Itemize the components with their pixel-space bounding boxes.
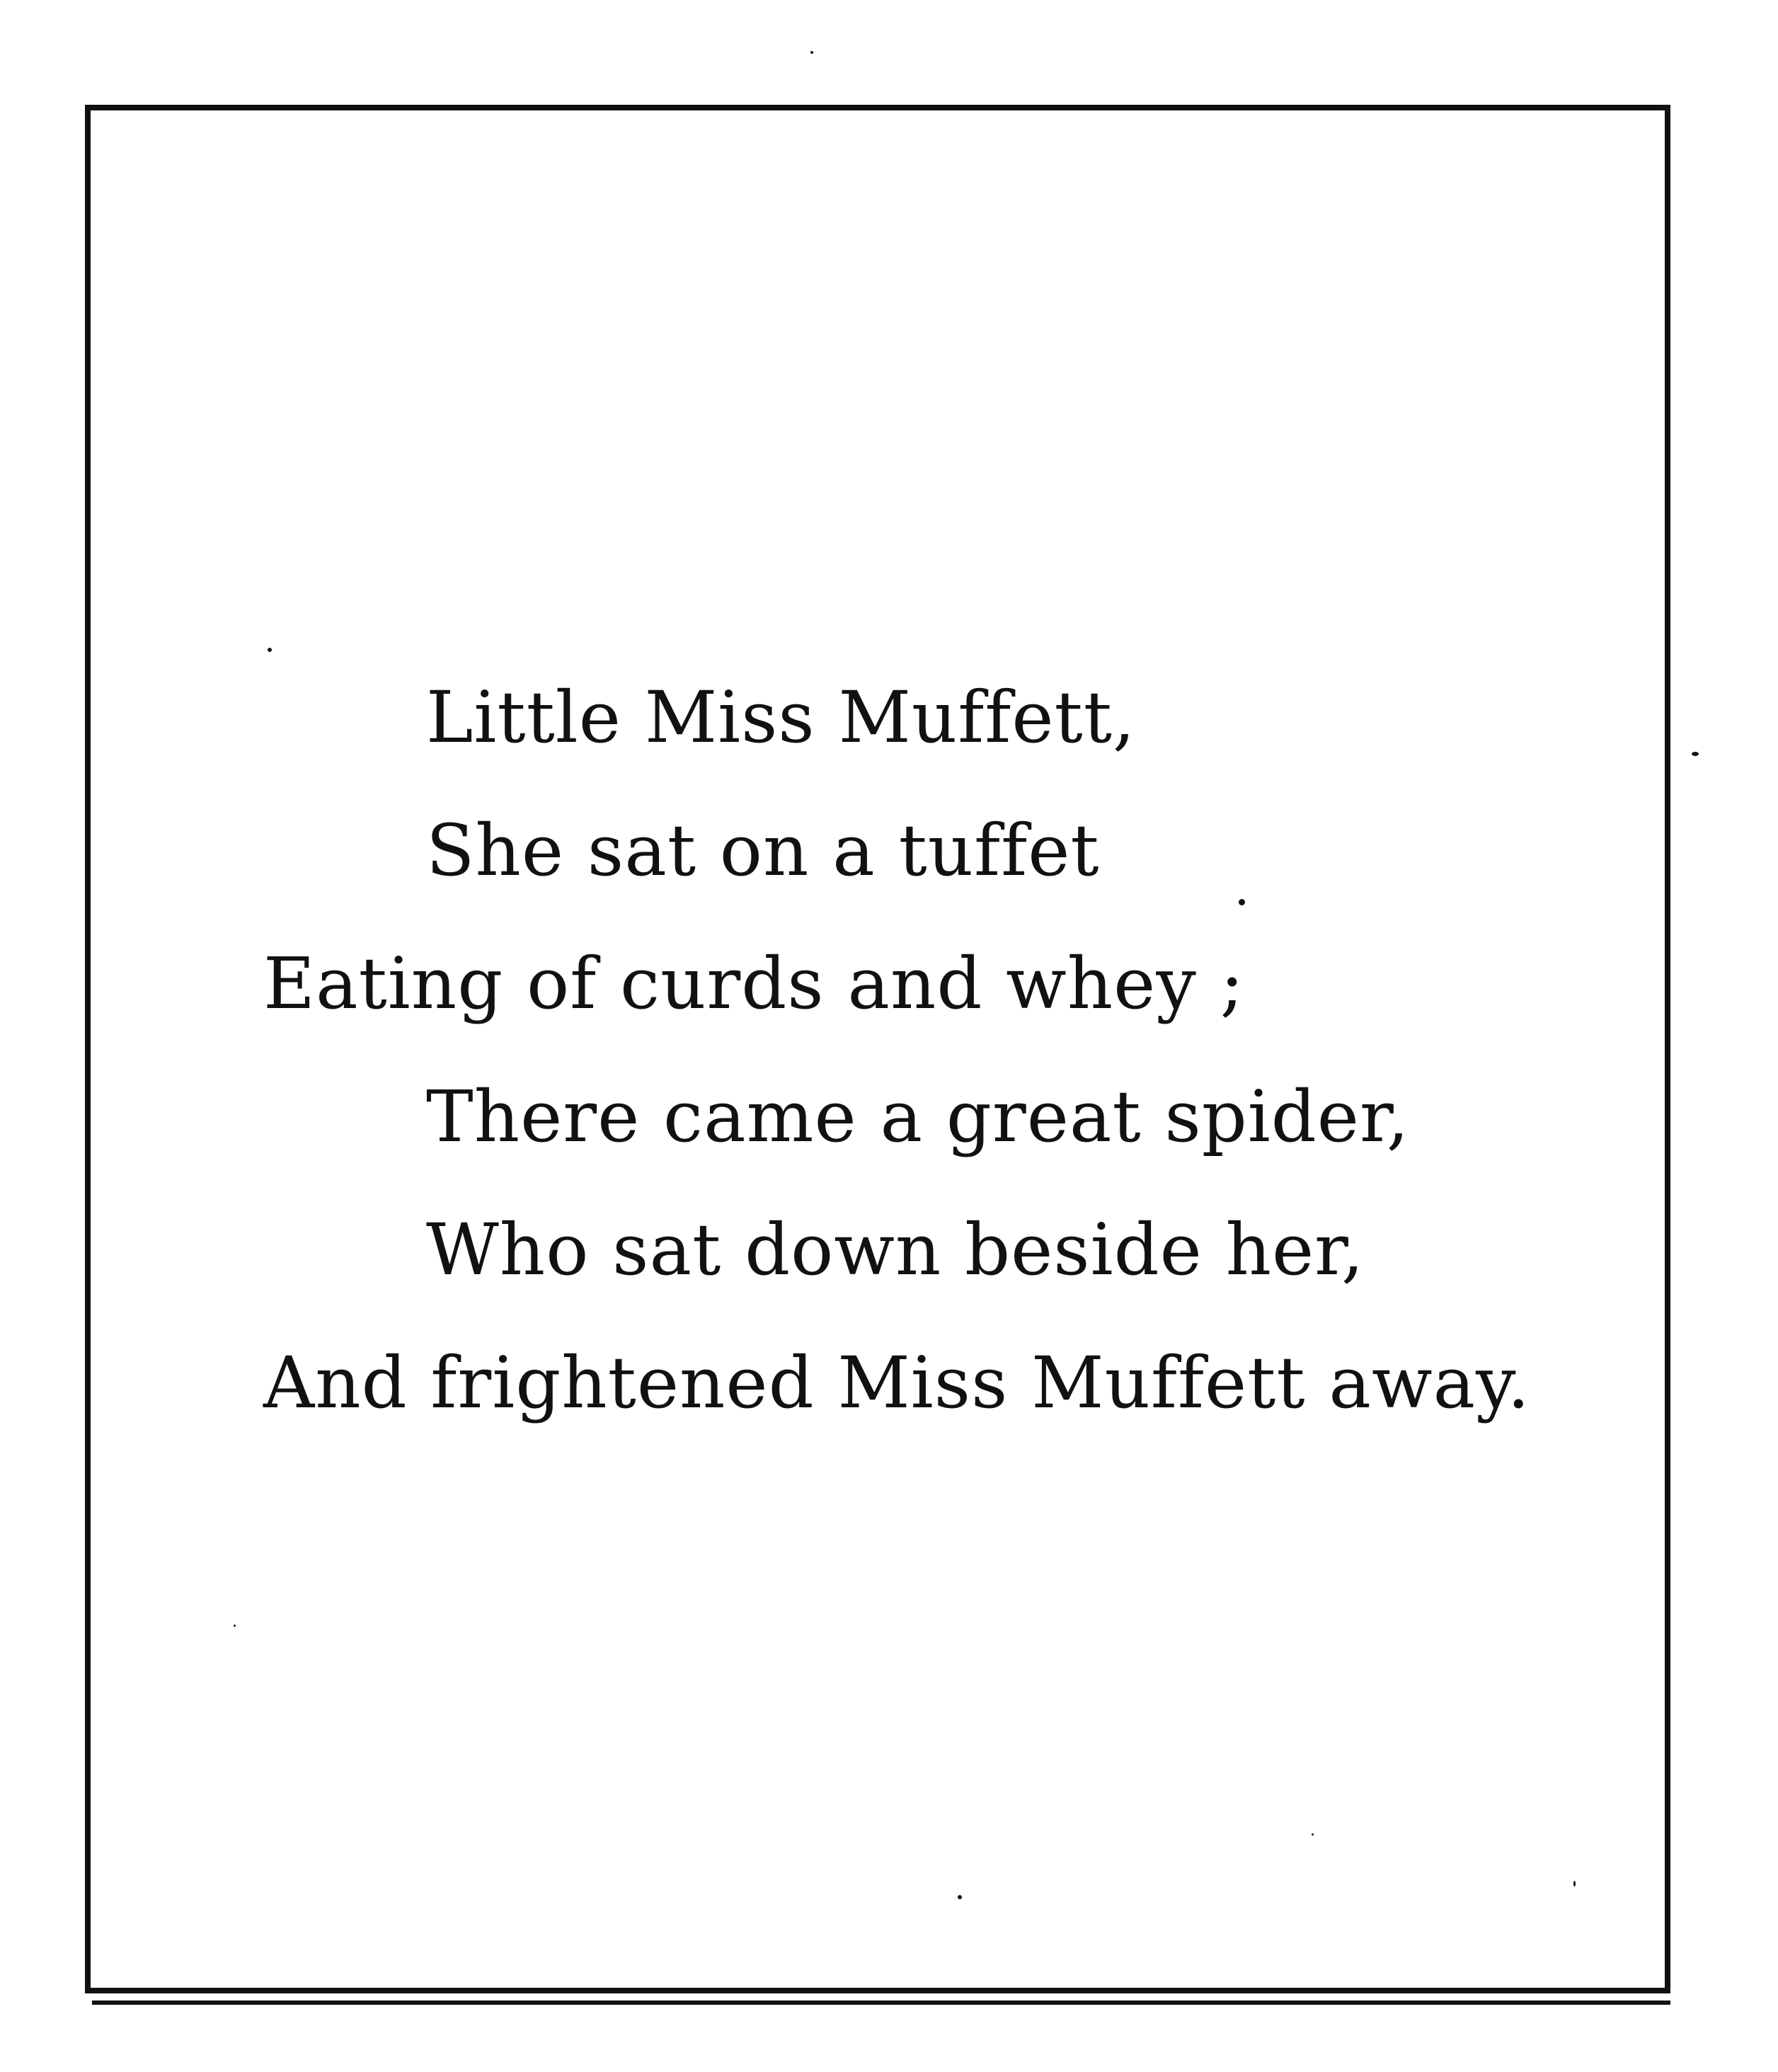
poem-line-6: And frightened Miss Muffett away. (263, 1341, 1531, 1424)
poem-verse (263, 651, 1537, 1450)
poem-line-3: Eating of curds and whey ; (263, 942, 1245, 1025)
print-speck (268, 648, 272, 652)
print-speck (1692, 752, 1699, 756)
poem-line-4: There came a great spider, (426, 1075, 1410, 1158)
print-speck (958, 1895, 962, 1899)
print-speck (234, 1625, 236, 1627)
print-speck (1573, 1881, 1576, 1887)
poem-line-5: Who sat down beside her, (426, 1208, 1365, 1291)
print-speck (1312, 1833, 1314, 1836)
page-border-bottom-rule (92, 2001, 1670, 2005)
print-speck (810, 51, 813, 54)
poem-line-1: Little Miss Muffett, (426, 676, 1136, 759)
poem-line-2: She sat on a tuffet (426, 809, 1100, 892)
print-speck (1239, 899, 1245, 905)
